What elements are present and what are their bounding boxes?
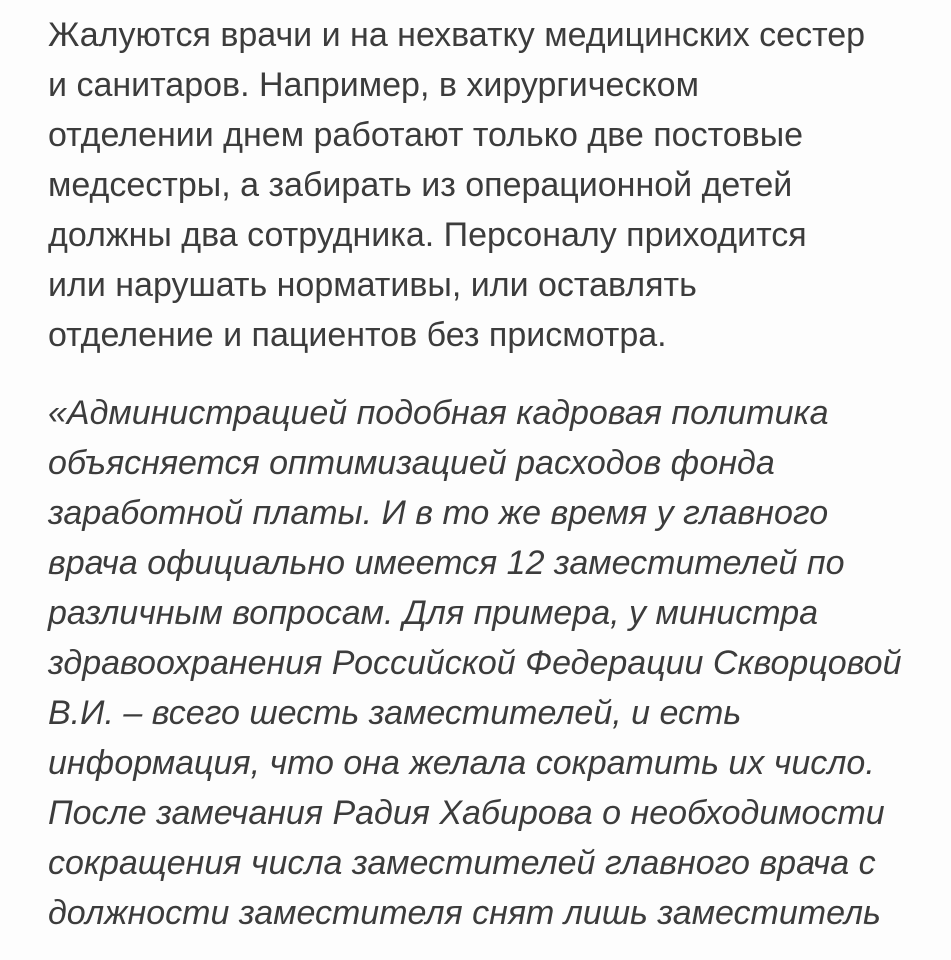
paragraph-line: Жалуются врачи и на нехватку медицинских сестер <box>48 16 866 54</box>
quote-line: объясняется оптимизацией расходов фонда <box>48 444 775 482</box>
quote-line: информация, что она желала сократить их число. <box>48 744 875 782</box>
quote-line: сокращения числа заместителей главного врача с <box>48 844 876 882</box>
article-body <box>48 10 928 938</box>
article-paragraph <box>48 10 928 360</box>
quote-line: должности заместителя снят лишь заместитель <box>48 894 881 932</box>
paragraph-line: медсестры, а забирать из операционной детей <box>48 166 793 204</box>
paragraph-line: должны два сотрудника. Персоналу приходится <box>48 216 807 254</box>
paragraph-line: отделение и пациентов без присмотра. <box>48 316 667 354</box>
paragraph-line: отделении днем работают только две постовые <box>48 116 804 154</box>
paragraph-line: и санитаров. Например, в хирургическом <box>48 66 699 104</box>
quote-line: В.И. – всего шесть заместителей, и есть <box>48 694 742 732</box>
paragraph-line: или нарушать нормативы, или оставлять <box>48 266 697 304</box>
quote-line: различным вопросам. Для примера, у министра <box>48 594 819 632</box>
quote-line: врача официально имеется 12 заместителей по <box>48 544 845 582</box>
quote-line: заработной платы. И в то же время у главного <box>48 494 829 532</box>
quote-line: «Администрацией подобная кадровая политика <box>48 394 829 432</box>
article-quote <box>48 388 928 938</box>
quote-line: здравоохранения Российской Федерации Скворцовой <box>48 644 902 682</box>
quote-line: После замечания Радия Хабирова о необходимости <box>48 794 885 832</box>
